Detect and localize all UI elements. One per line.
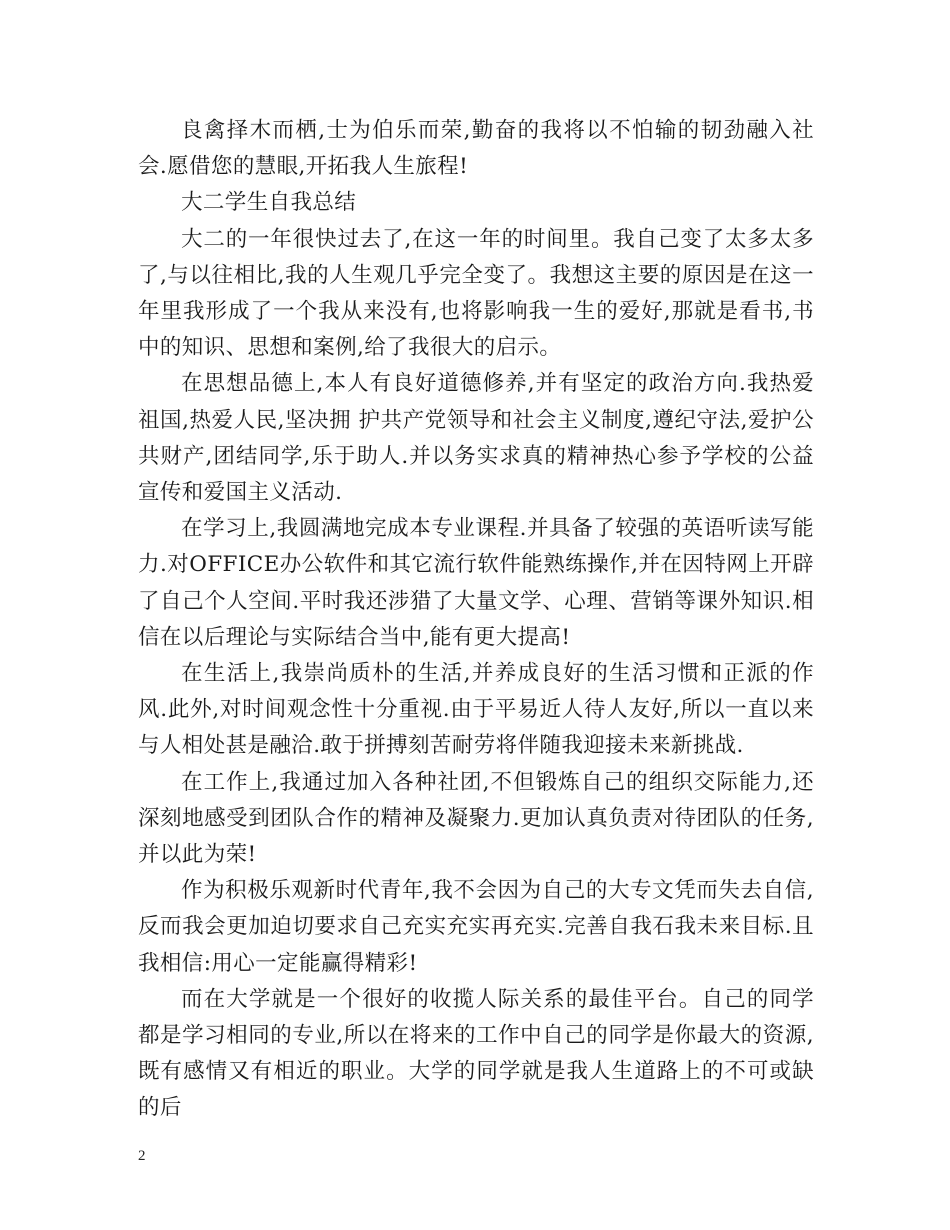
paragraph-study: 在学习上,我圆满地完成本专业课程.并具备了较强的英语听读写能力.对OFFICE办公软件和其它流行软件能熟练操作,并在因特网上开辟了自己个人空间.平时我还涉猎了大量文学、心理、营销等课外知识.相信在以后理论与实际结合当中,能有更大提高! <box>138 516 814 650</box>
page-number: 2 <box>138 1148 146 1164</box>
document-body <box>138 113 814 1127</box>
paragraph-life: 在生活上,我崇尚质朴的生活,并养成良好的生活习惯和正派的作风.此外,对时间观念性十分重视.由于平易近人待人友好,所以一直以来与人相处甚是融洽.敢于拼搏刻苦耐劳将伴随我迎接未来新挑战. <box>138 661 814 759</box>
paragraph-intro-closing: 良禽择木而栖,士为伯乐而荣,勤奋的我将以不怕输的韧劲融入社会.愿借您的慧眼,开拓我人生旅程! <box>138 118 814 180</box>
paragraph-classmates: 而在大学就是一个很好的收揽人际关系的最佳平台。自己的同学都是学习相同的专业,所以在将来的工作中自己的同学是你最大的资源,既有感情又有相近的职业。大学的同学就是我人生道路上的不可或缺的后 <box>138 986 814 1121</box>
paragraph-overview: 大二的一年很快过去了,在这一年的时间里。我自己变了太多太多了,与以往相比,我的人生观几乎完全变了。我想这主要的原因是在这一年里我形成了一个我从来没有,也将影响我一生的爱好,那就是看书,书中的知识、思想和案例,给了我很大的启示。 <box>138 226 814 361</box>
paragraph-work: 在工作上,我通过加入各种社团,不但锻炼自己的组织交际能力,还深刻地感受到团队合作的精神及凝聚力.更加认真负责对待团队的任务,并以此为荣! <box>138 769 814 868</box>
section-heading: 大二学生自我总结 <box>181 190 357 216</box>
paragraph-outlook: 作为积极乐观新时代青年,我不会因为自己的大专文凭而失去自信,反而我会更加迫切要求自己充实充实再充实.完善自我石我未来目标.且我相信:用心一定能赢得精彩! <box>138 878 814 976</box>
paragraph-morality: 在思想品德上,本人有良好道德修养,并有坚定的政治方向.我热爱祖国,热爱人民,坚决拥 护共产党领导和社会主义制度,遵纪守法,爱护公共财产,团结同学,乐于助人.并以务实求真的精神热心参予学校的公益宣传和爱国主义活动. <box>138 371 814 506</box>
